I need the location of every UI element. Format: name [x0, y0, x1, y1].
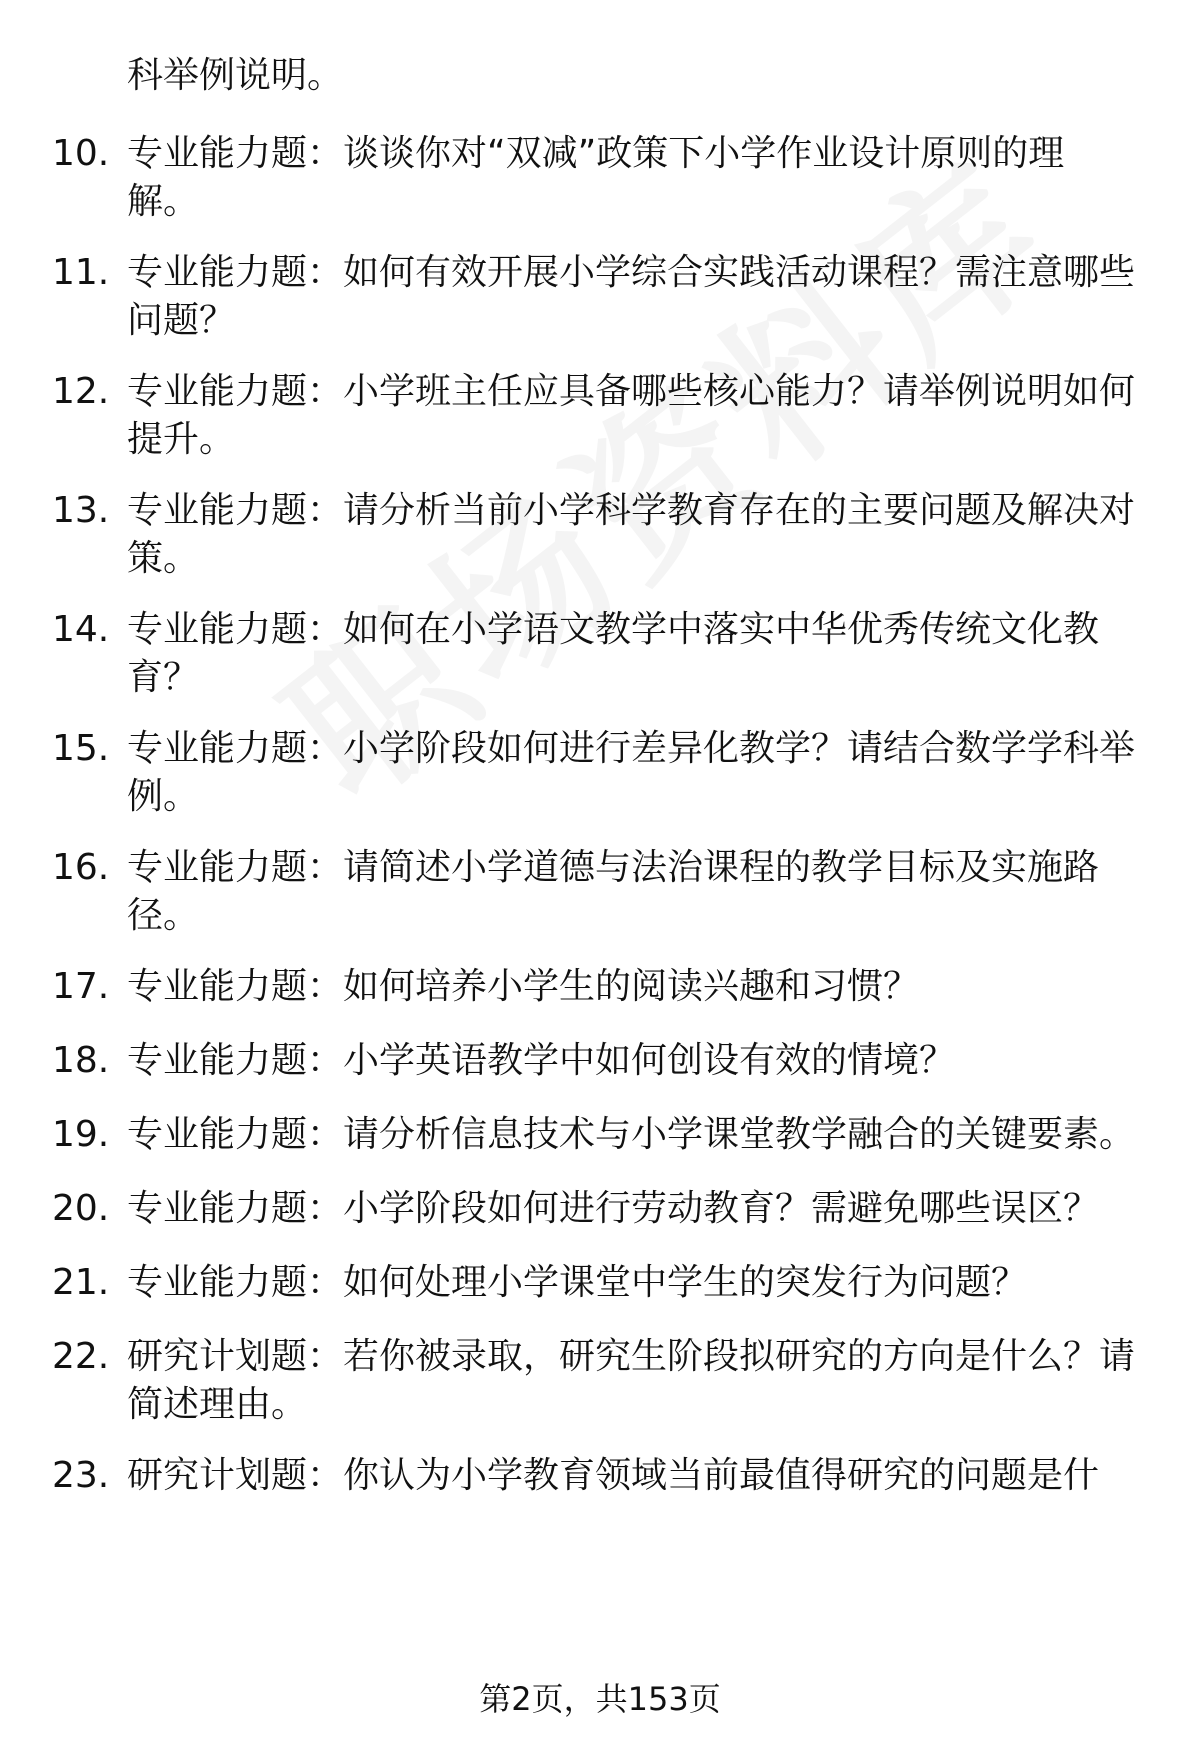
- question-text: [127, 249, 1147, 345]
- text-line: 专业能力题：小学英语教学中如何创设有效的情境？: [127, 1040, 956, 1081]
- text-line: 策。: [127, 538, 200, 579]
- text-line: 专业能力题：请分析当前小学科学教育存在的主要问题及解决对: [127, 490, 1136, 531]
- question-number: 18.: [52, 1040, 110, 1081]
- question-text: [127, 1037, 1147, 1085]
- question-text: [127, 725, 1147, 821]
- text-line: 专业能力题：请简述小学道德与法治课程的教学目标及实施路: [127, 847, 1100, 888]
- question-number: 20.: [52, 1188, 110, 1229]
- question-number: 19.: [52, 1114, 110, 1155]
- question-number: 14.: [52, 609, 110, 650]
- text-line: 提升。: [127, 419, 236, 460]
- question-text: [127, 963, 1147, 1011]
- question-text: [127, 606, 1147, 702]
- text-line: 解。: [127, 181, 200, 222]
- text-line: 专业能力题：小学阶段如何进行劳动教育？需避免哪些误区？: [127, 1188, 1100, 1229]
- text-line: 研究计划题：若你被录取，研究生阶段拟研究的方向是什么？请: [127, 1336, 1136, 1377]
- text-line: 专业能力题：谈谈你对“双减”政策下小学作业设计原则的理: [127, 133, 1065, 174]
- text-line: 科举例说明。: [127, 55, 344, 96]
- text-line: 径。: [127, 895, 200, 936]
- question-text: [127, 1259, 1147, 1307]
- question-text: [127, 1452, 1147, 1500]
- question-number: 15.: [52, 728, 110, 769]
- question-number: 21.: [52, 1262, 110, 1303]
- text-line: 专业能力题：如何有效开展小学综合实践活动课程？需注意哪些: [127, 252, 1136, 293]
- question-text: [127, 844, 1147, 940]
- question-number: 13.: [52, 490, 110, 531]
- text-line: 育？: [127, 657, 200, 698]
- text-line: 专业能力题：小学班主任应具备哪些核心能力？请举例说明如何: [127, 371, 1136, 412]
- text-line: 专业能力题：小学阶段如何进行差异化教学？请结合数学学科举: [127, 728, 1136, 769]
- question-text: [127, 1111, 1147, 1159]
- page-number-footer: 第2页，共153页: [479, 1680, 721, 1718]
- question-number: 16.: [52, 847, 110, 888]
- text-line: 研究计划题：你认为小学教育领域当前最值得研究的问题是什: [127, 1455, 1100, 1496]
- text-line: 例。: [127, 776, 200, 817]
- question-number: 23.: [52, 1455, 110, 1496]
- text-line: 专业能力题：如何处理小学课堂中学生的突发行为问题？: [127, 1262, 1028, 1303]
- question-number: 10.: [52, 133, 110, 174]
- text-line: 问题？: [127, 300, 236, 341]
- question-number: 11.: [52, 252, 110, 293]
- text-line: 专业能力题：如何在小学语文教学中落实中华优秀传统文化教: [127, 609, 1100, 650]
- question-text: [127, 130, 1147, 226]
- text-line: 专业能力题：如何培养小学生的阅读兴趣和习惯？: [127, 966, 920, 1007]
- question-number: 22.: [52, 1336, 110, 1377]
- question-number: 12.: [52, 371, 110, 412]
- question-number: 17.: [52, 966, 110, 1007]
- text-line: 专业能力题：请分析信息技术与小学课堂教学融合的关键要素。: [127, 1114, 1136, 1155]
- question-text: [127, 487, 1147, 583]
- question-text: [127, 368, 1147, 464]
- question-text: [127, 1333, 1147, 1429]
- text-line: 简述理由。: [127, 1384, 308, 1425]
- question-text: [127, 1185, 1147, 1233]
